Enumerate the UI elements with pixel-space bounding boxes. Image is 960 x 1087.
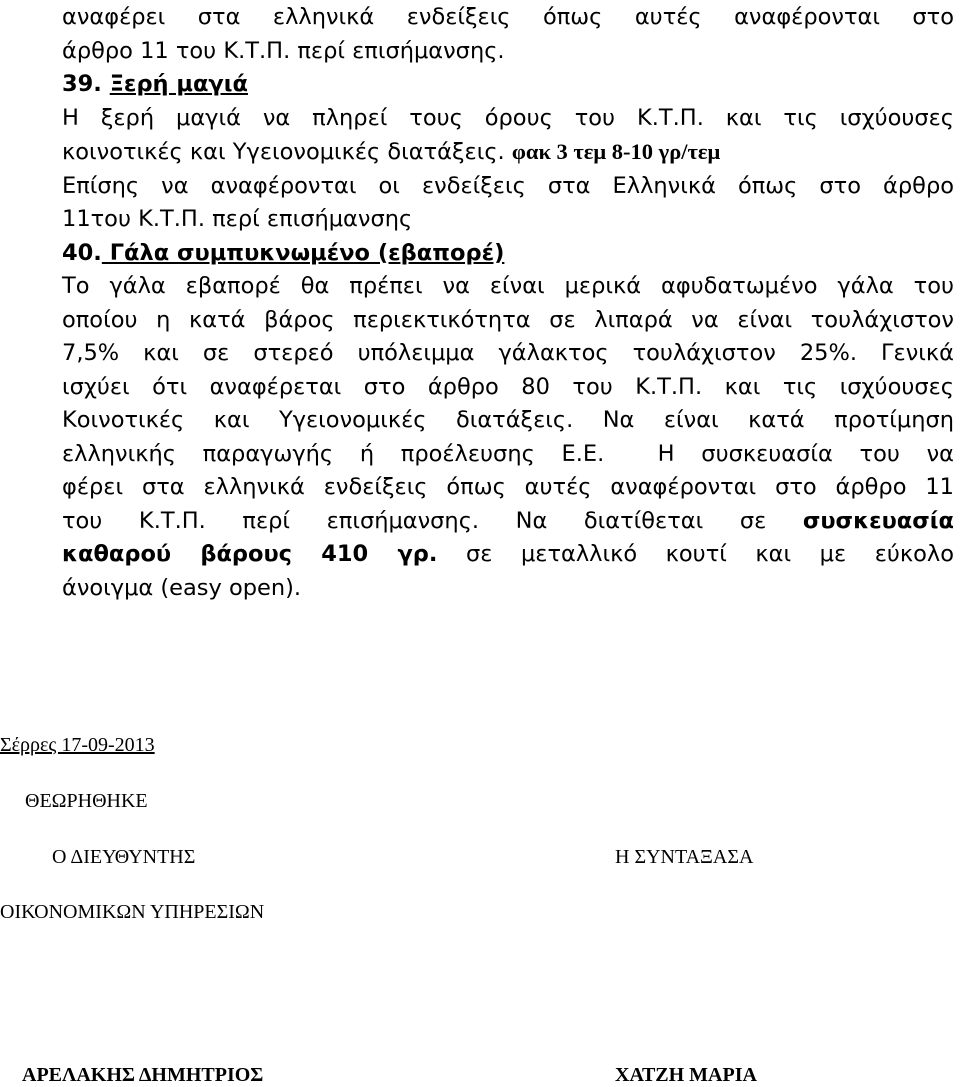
item-40-line-3: 7,5% και σε στερεό υπόλειμμα γάλακτος τουλάχιστον 25%. Γενικά: [62, 340, 954, 366]
spec-block-top: [62, 1, 954, 605]
item-39-line-2: [62, 135, 954, 170]
item-40-line-8: [62, 505, 954, 539]
item-40-line-5: Κοινοτικές και Υγειονομικές διατάξεις. Να είναι κατά προτίμηση: [62, 407, 954, 433]
item-40-line-9: [62, 538, 954, 572]
item-40-line-7: φέρει στα ελληνικά ενδείξεις όπως αυτές αναφέρονται στο άρθρο 11: [62, 474, 954, 500]
item-40-line-8-text: του Κ.Τ.Π. περί επισήμανσης. Να διατίθεται σε: [62, 507, 803, 534]
department-label: ΟΙΚΟΝΟΜΙΚΩΝ ΥΠΗΡΕΣΙΩΝ: [0, 901, 265, 923]
item-40-line-9-text: σε μεταλλικό κουτί και με εύκολο: [437, 541, 954, 567]
item-39-number: 39.: [62, 71, 102, 97]
compiler-name: ΧΑΤΖΗ ΜΑΡΙΑ: [615, 1064, 757, 1086]
item-39-line-4: 11του Κ.Τ.Π. περί επισήμανσης: [62, 206, 413, 232]
compiler-title: Η ΣΥΝΤΑΞΑΣΑ: [615, 846, 754, 868]
item-39-line-1: Η ξερή μαγιά να πληρεί τους όρους του Κ.Τ.Π. και τις ισχύουσες: [62, 104, 954, 131]
director-title: Ο ΔΙΕΥΘΥΝΤΗΣ: [52, 846, 196, 868]
item-38-line-2: άρθρο 11 του Κ.Τ.Π. περί επισήμανσης.: [62, 37, 505, 64]
item-39-line-3: Επίσης να αναφέρονται οι ενδείξεις στα Ελληνικά όπως στο άρθρο: [62, 172, 954, 199]
director-name: ΑΡΕΛΑΚΗΣ ΔΗΜΗΤΡΙΟΣ: [22, 1064, 264, 1086]
item-39-heading: [62, 68, 954, 102]
item-40-number: 40.: [62, 239, 102, 266]
item-39-quantity: φακ 3 τεμ 8-10 γρ/τεμ: [511, 139, 721, 164]
item-40-line-6: ελληνικής παραγωγής ή προέλευσης Ε.Ε. Η συσκευασία του να: [62, 440, 954, 467]
item-40-net-weight: καθαρού βάρους 410 γρ.: [62, 541, 438, 567]
item-40-line-2: οποίου η κατά βάρος περιεκτικότητα σε λιπαρά να είναι τουλάχιστον: [62, 306, 954, 333]
item-40-line-1: Το γάλα εβαπορέ θα πρέπει να είναι μερικά αφυδατωμένο γάλα του: [62, 273, 954, 299]
item-39-line-2-text: κοινοτικές και Υγειονομικές διατάξεις.: [62, 139, 512, 165]
item-40-title: Γάλα συμπυκνωμένο (εβαπορέ): [101, 239, 505, 266]
item-40-line-4: ισχύει ότι αναφέρεται στο άρθρο 80 του Κ.Τ.Π. και τις ισχύουσες: [62, 373, 954, 400]
item-40-line-10: άνοιγμα (easy open).: [62, 574, 302, 601]
item-38-line-1: αναφέρει στα ελληνικά ενδείξεις όπως αυτές αναφέρονται στο: [62, 4, 954, 30]
place-date: Σέρρες 17-09-2013: [0, 734, 155, 756]
item-39-title: Ξερή μαγιά: [109, 71, 248, 97]
item-40-heading: [62, 237, 954, 271]
item-40-packaging: συσκευασία: [802, 507, 954, 534]
reviewed-label: ΘΕΩΡΗΘΗΚΕ: [25, 790, 148, 812]
